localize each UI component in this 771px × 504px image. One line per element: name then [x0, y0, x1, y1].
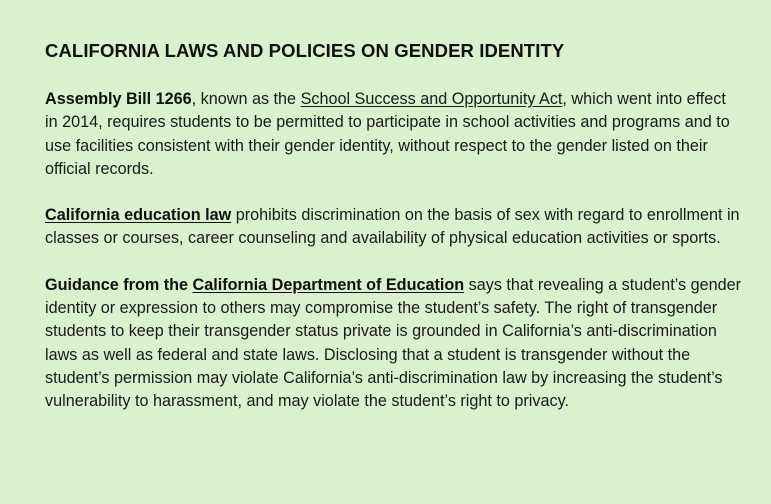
school-success-act-link[interactable]: School Success and Opportunity Act	[300, 90, 563, 108]
paragraph-assembly-bill	[45, 88, 741, 181]
p1-text-1: , known as the	[191, 90, 301, 108]
department-of-education-link[interactable]: California Department of Education	[192, 275, 465, 294]
p1-text-2: , which went into effect in 2014, requires students to be permitted to participate in school activities and programs and to use facilities consistent with their gender identity, without respect to the gender listed on their official records.	[45, 90, 730, 178]
paragraph-guidance	[45, 274, 741, 414]
california-education-law-link[interactable]: California education law	[45, 206, 232, 225]
assembly-bill-label: Assembly Bill 1266	[45, 90, 192, 108]
p3-text: says that revealing a student’s gender identity or expression to others may compromise the student’s safety. The right of transgender students to keep their transgender status private is grounded in California’s anti-discrimination laws as well as federal and state laws. Disclosing that a student is transgender without the student’s permission may violate California’s anti-discrimination law by increasing the student’s vulnerability to harassment, and may violate the student’s right to privacy.	[45, 275, 742, 411]
paragraph-education-law	[45, 204, 741, 251]
guidance-label: Guidance from the	[45, 275, 193, 294]
p2-text: prohibits discrimination on the basis of sex with regard to enrollment in classes or courses, career counseling and availability of physical education activities or sports.	[45, 206, 740, 248]
page-title: CALIFORNIA LAWS AND POLICIES ON GENDER IDENTITY	[45, 40, 565, 61]
